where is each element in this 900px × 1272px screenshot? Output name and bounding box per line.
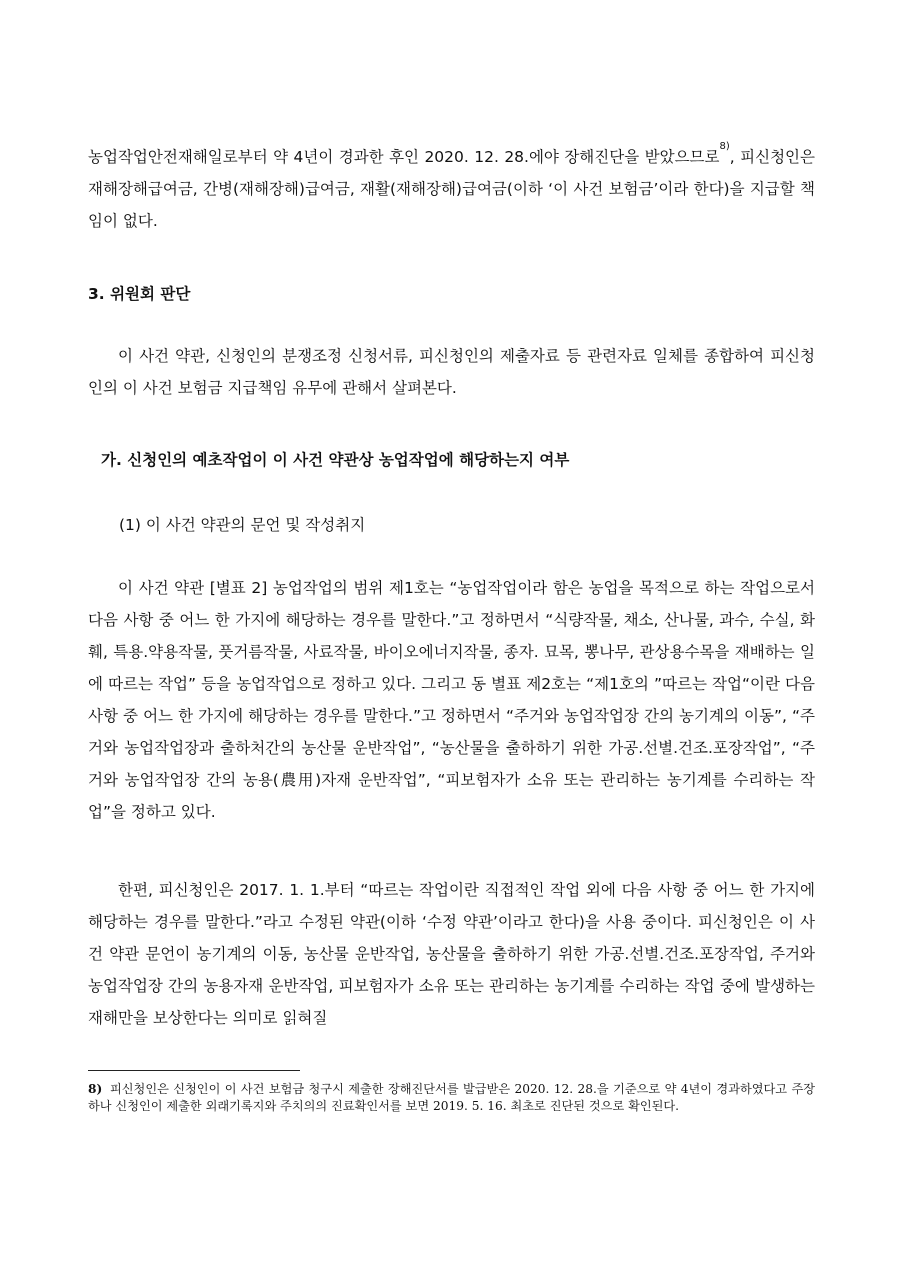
footnote-reference: 8)	[719, 141, 730, 152]
paragraph-text-part-2: , 피신청인은 재해장해급여금, 간병(재해장해)급여금, 재활(재해장해)급여금(이하 ‘이 사건 보험금’이라 한다)을 지급할 책임이 없다.	[88, 148, 815, 230]
subsection-heading-terms-wording: (1) 이 사건 약관의 문언 및 작성취지	[119, 516, 366, 534]
paragraph-review-intro-text: 이 사건 약관, 신청인의 분쟁조정 신청서류, 피신청인의 제출자료 등 관련자료 일체를 종합하여 피신청인의 이 사건 보험금 지급책임 유무에 관해서 살펴본다.	[88, 347, 815, 397]
section-heading-committee-judgment: 3. 위원회 판단	[88, 285, 191, 303]
paragraph-insurance-liability	[88, 141, 815, 237]
paragraph-revised-terms-text: 한편, 피신청인은 2017. 1. 1.부터 “따르는 작업이란 직접적인 작업 외에 다음 사항 중 어느 한 가지에 해당하는 경우를 말한다.”라고 수정된 약관(이하 ‘수정 약관’이라고 한다)을 사용 중이다. 피신청인은 이 사건 약관 문언이 농기계의 이동, 농산물 운반작업, 농산물을 출하하기 위한 가공.선별.건조.포장작업, 주거와 농업작업장 간의 농용자재 운반작업, 피보험자가 소유 또는 관리하는 농기계를 수리하는 작업 중에 발생하는 재해만을 보상한다는 의미로 읽혀질	[88, 881, 815, 1027]
paragraph-revised-terms	[88, 874, 815, 1034]
paragraph-terms-scope-text: 이 사건 약관 [별표 2] 농업작업의 범위 제1호는 “농업작업이라 함은 농업을 목적으로 하는 작업으로서 다음 사항 중 어느 한 가지에 해당하는 경우를 말한다.”고 정하면서 “식량작물, 채소, 산나물, 과수, 수실, 화훼, 특용.약용작물, 풋거름작물, 사료작물, 바이오에너지작물, 종자. 묘목, 뽕나무, 관상용수목을 재배하는 일에 따르는 작업” 등을 농업작업으로 정하고 있다. 그리고 동 별표 제2호는 “제1호의 ”따르는 작업“이란 다음 사항 중 어느 한 가지에 해당하는 경우를 말한다.”고 정하면서 “주거와 농업작업장 간의 농기계의 이동”, “주거와 농업작업장과 출하처간의 농산물 운반작업”, “농산물을 출하하기 위한 가공.선별.건조.포장작업”, “주거와 농업작업장 간의 농용(農用)자재 운반작업”, “피보험자가 소유 또는 관리하는 농기계를 수리하는 작업”을 정하고 있다.	[88, 579, 815, 821]
footnote-8	[88, 1081, 815, 1115]
paragraph-review-intro	[88, 340, 815, 404]
paragraph-text-part-1: 농업작업안전재해일로부터 약 4년이 경과한 후인 2020. 12. 28.에야 장해진단을 받았으므로	[88, 148, 720, 166]
footnote-text: 피신청인은 신청인이 이 사건 보험금 청구시 제출한 장해진단서를 발급받은 2020. 12. 28.을 기준으로 약 4년이 경과하였다고 주장하나 신청인이 제출한 외래기록지와 주치의의 진료확인서를 보면 2019. 5. 16. 최초로 진단된 것으로 확인된다.	[88, 1082, 815, 1113]
footnote-divider	[88, 1070, 300, 1071]
paragraph-terms-scope	[88, 572, 815, 828]
footnote-number: 8)	[88, 1082, 103, 1096]
subsection-heading-ga: 가. 신청인의 예초작업이 이 사건 약관상 농업작업에 해당하는지 여부	[101, 451, 570, 469]
